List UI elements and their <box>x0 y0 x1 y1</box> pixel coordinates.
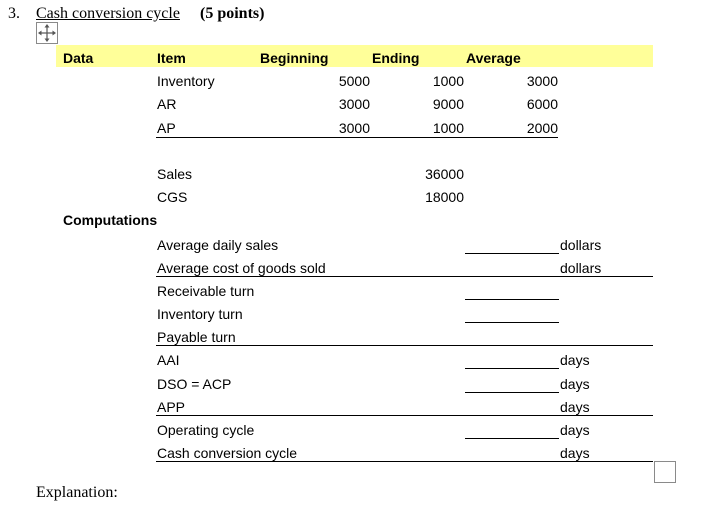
explanation-label: Explanation: <box>36 484 118 501</box>
header-item: Item <box>157 50 186 66</box>
computation-unit: dollars <box>560 260 602 276</box>
data-label: Data <box>63 50 94 66</box>
computation-unit: days <box>560 352 590 368</box>
row-ending: 1000 <box>432 73 464 89</box>
row-beginning: 5000 <box>338 73 370 89</box>
computation-unit: days <box>560 422 590 438</box>
question-number: 3. <box>8 5 20 22</box>
row-average: 3000 <box>526 73 558 89</box>
answer-blank[interactable] <box>465 368 559 369</box>
question-points: (5 points) <box>200 5 265 22</box>
computation-label: APP <box>157 399 186 415</box>
computations-label: Computations <box>63 212 158 228</box>
computation-label: Average daily sales <box>157 237 279 253</box>
row-item: CGS <box>157 189 188 205</box>
computation-unit: days <box>560 445 590 461</box>
computation-label: Receivable turn <box>157 283 255 299</box>
section-divider <box>156 345 653 346</box>
header-ending: Ending <box>372 50 420 66</box>
row-ending: 36000 <box>425 166 464 182</box>
answer-blank[interactable] <box>465 299 559 300</box>
section-divider <box>156 276 653 277</box>
header-beginning: Beginning <box>260 50 329 66</box>
computation-unit: days <box>560 376 590 392</box>
answer-blank[interactable] <box>465 438 559 439</box>
table-divider <box>156 137 558 138</box>
computation-unit: days <box>560 399 590 415</box>
computation-label: Inventory turn <box>157 306 243 322</box>
header-average: Average <box>466 50 521 66</box>
row-ending: 1000 <box>432 120 464 136</box>
row-item: Inventory <box>157 73 215 89</box>
row-average: 6000 <box>526 96 558 112</box>
computation-label: Average cost of goods sold <box>157 260 326 276</box>
computation-label: Payable turn <box>157 329 236 345</box>
checkbox-icon[interactable] <box>654 461 676 483</box>
computation-label: Operating cycle <box>157 422 255 438</box>
computation-unit: dollars <box>560 237 602 253</box>
computation-label: DSO = ACP <box>157 376 232 392</box>
row-beginning: 3000 <box>338 96 370 112</box>
row-item: AP <box>157 120 176 136</box>
answer-blank[interactable] <box>465 253 559 254</box>
section-divider <box>156 415 653 416</box>
move-arrows-icon <box>37 23 57 43</box>
answer-blank[interactable] <box>465 322 559 323</box>
row-ending: 18000 <box>425 189 464 205</box>
computation-label: AAI <box>157 352 180 368</box>
row-item: Sales <box>157 166 193 182</box>
question-title: Cash conversion cycle <box>36 5 180 22</box>
row-item: AR <box>157 96 177 112</box>
answer-blank[interactable] <box>465 392 559 393</box>
move-handle-icon[interactable] <box>36 22 58 44</box>
section-divider <box>156 461 653 462</box>
row-ending: 9000 <box>432 96 464 112</box>
row-average: 2000 <box>526 120 558 136</box>
header-highlight <box>56 45 653 67</box>
row-beginning: 3000 <box>338 120 370 136</box>
computation-label: Cash conversion cycle <box>157 445 298 461</box>
